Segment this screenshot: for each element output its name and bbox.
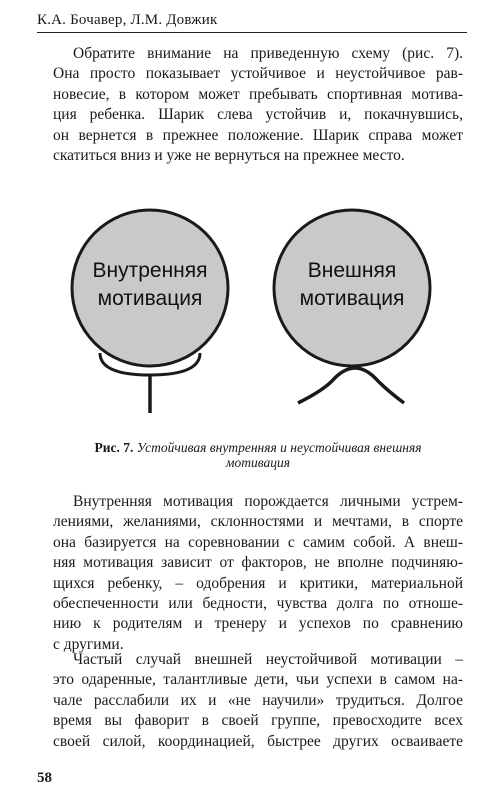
text-line: Обратите внимание на приведенную схему (рис. 7). (73, 45, 463, 62)
text-line: время вы фаворит в своей группе, превосходите всех (53, 712, 463, 730)
hill-curve (298, 368, 404, 403)
text-line: щихся ребенку, – одобрения и критики, материальной (53, 574, 463, 592)
unstable-ball-diagram (274, 210, 430, 403)
text-line: своей силой, координацией, быстрее других осваиваете (53, 732, 463, 750)
page-number: 58 (37, 770, 52, 786)
outer-ball-label-1: Внешняя (307, 259, 397, 282)
paragraph-motivation-types (53, 492, 463, 655)
text-line: это одаренные, талантливые дети, чьи успехи в самом на- (53, 671, 463, 689)
text-line: нию к родителям и тренеру и успехов по сравнению (53, 615, 463, 633)
paragraph-gifted-children (53, 650, 463, 752)
stable-ball-diagram (72, 210, 228, 413)
paragraph-intro (53, 44, 463, 166)
caption-label: Рис. 7. (94, 440, 134, 455)
motivation-figure (0, 205, 500, 435)
text-line: обеспеченности или бедности, чувства долга по отноше- (53, 595, 463, 613)
text-line: новесие, в котором может пребывать спортивная мотива- (53, 85, 463, 103)
text-line: Внутренняя мотивация порождается личными устрем- (73, 493, 463, 510)
text-line: ция ребенка. Шарик слева устойчив и, покачнувшись, (53, 106, 463, 124)
header-authors: К.А. Бочавер, Л.М. Довжик (37, 12, 218, 28)
text-line: Частый случай внешней неустойчивой мотивации – (73, 651, 463, 668)
text-line: чале расслабили их и «не научили» трудиться. Долгое (53, 691, 463, 709)
text-line: Она просто показывает устойчивое и неустойчивое рав- (53, 65, 463, 83)
caption-text-1: Устойчивая внутренняя и неустойчивая внешняя (136, 440, 422, 455)
text-line: он вернется в прежнее положение. Шарик справа может (53, 126, 463, 144)
running-header (37, 6, 467, 33)
text-line: скатиться вниз и уже не вернуться на прежнее место. (53, 147, 405, 165)
figure-caption (53, 440, 463, 470)
text-line: она базируется на соревновании с самим собой. А внеш- (53, 533, 463, 551)
text-line: с другими. (53, 635, 124, 653)
text-line: лениями, желаниями, склонностями и мечтами, в спорте (53, 513, 463, 531)
caption-text-2: мотивация (225, 455, 291, 470)
text-line: няя мотивация зависит от факторов, не вполне подчиняю- (53, 554, 463, 572)
inner-ball-label-2: мотивация (97, 287, 203, 310)
inner-ball-label-1: Внутренняя (92, 259, 208, 282)
outer-ball-label-2: мотивация (299, 287, 405, 310)
